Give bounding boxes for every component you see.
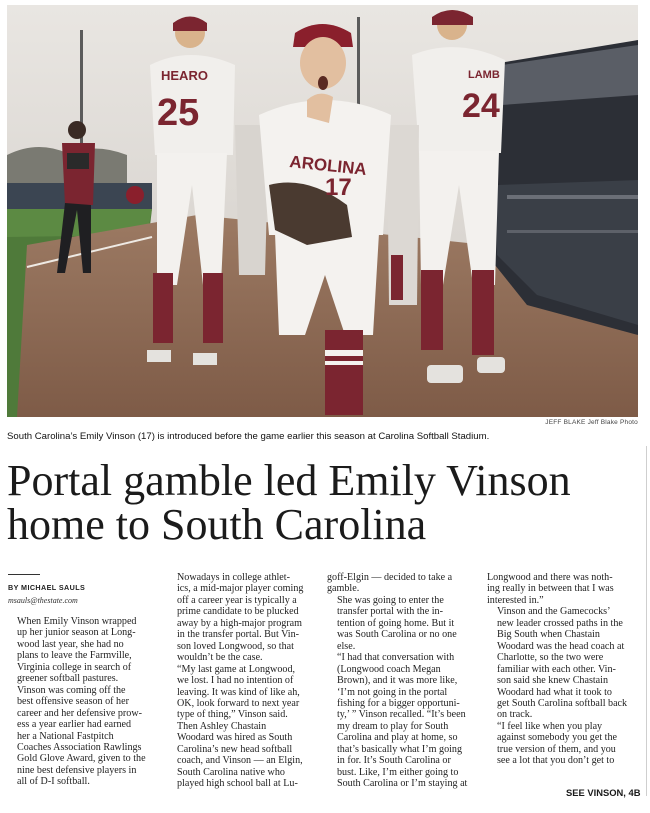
- paragraph: “I had that conversation with (Longwood coach Megan Brown), and it was more like, ‘I’m not going in the portal fishing for a bigger opportuni- ty,’ ” Vinson recalled. “It’s been my dream to play for South Carolina and play at home, so that’s basically what I’m going in for. It’s South Carolina or bust. Like, I’m either going to South Carolina or I’m staying at: [337, 652, 468, 790]
- paragraph: Longwood and there was noth- ing really in between that I was interested in.”: [487, 572, 614, 606]
- paragraph: “My last game at Longwood, we lost. I had no intention of leaving. It was kind of like ah, OK, look forward to next year type of thing,” Vinson said.: [177, 663, 300, 721]
- headline-line-2: home to South Carolina: [7, 500, 427, 549]
- jersey-right-name: LAMB: [468, 69, 500, 81]
- article-column-3: [327, 572, 479, 790]
- paragraph: goff-Elgin — decided to take a gamble.: [327, 572, 453, 595]
- byline-rule: [8, 574, 40, 575]
- byline: BY MICHAEL SAULS: [8, 583, 86, 592]
- paragraph: Nowadays in college athlet- ics, a mid-major player coming off a career year is typically a prime candidate to be plucked away by a high-major program in the transfer portal. But Vin- son loved Longwood, so that wouldn’t be the case.: [177, 572, 304, 664]
- headline: [7, 456, 643, 549]
- article-photo: [7, 5, 638, 417]
- photo-credit: JEFF BLAKE Jeff Blake Photo: [545, 419, 638, 426]
- continued-jump-link[interactable]: SEE VINSON, 4B: [566, 787, 641, 798]
- headline-line-1: Portal gamble led Emily Vinson: [7, 456, 571, 505]
- paragraph: “I feel like when you play against somebody you get the true version of them, and you see a lot that you don’t get to: [497, 720, 617, 767]
- jersey-left-number: 25: [157, 92, 200, 134]
- paragraph: Then Ashley Chastain Woodard was hired as South Carolina’s new head softball coach, and Vinson — an Elgin, South Carolina native who played high school ball at Lu-: [177, 720, 303, 790]
- jersey-center-text: AROLINA: [288, 152, 368, 180]
- article-column-4: [487, 572, 639, 767]
- article-column-1: [7, 616, 159, 788]
- paragraph: When Emily Vinson wrapped up her junior season at Long- wood last year, she had no plans to leave the Farmville, Virginia college in search of greener softball pastures.: [17, 616, 137, 685]
- photo-caption: South Carolina’s Emily Vinson (17) is introduced before the game earlier this season at Carolina Softball Stadium.: [7, 431, 490, 442]
- paragraph: Vinson and the Gamecocks’ new leader crossed paths in the Big South when Chastain Woodard was the head coach at Charlotte, so the two were familiar with each other. Vin- son said she knew Chastain Woodard had what it took to get South Carolina softball back on track.: [497, 606, 628, 721]
- paragraph: Vinson was coming off the best offensive season of her career and her defensive prow- ess a year earlier had earned her a National Fastpitch Coaches Association Rawlings Gold Glove Award, given to the nine best defensive players in all of D-I softball.: [17, 684, 146, 788]
- jersey-center-number: 17: [325, 174, 352, 201]
- jersey-left-name: HEARO: [161, 68, 208, 83]
- author-email[interactable]: msauls@thestate.com: [8, 596, 78, 605]
- paragraph: She was going to enter the transfer portal with the in- tention of going home. But it was South Carolina or no one else.: [337, 594, 457, 652]
- article-column-2: [167, 572, 319, 790]
- jersey-right-number: 24: [462, 87, 500, 125]
- column-divider: [646, 446, 647, 796]
